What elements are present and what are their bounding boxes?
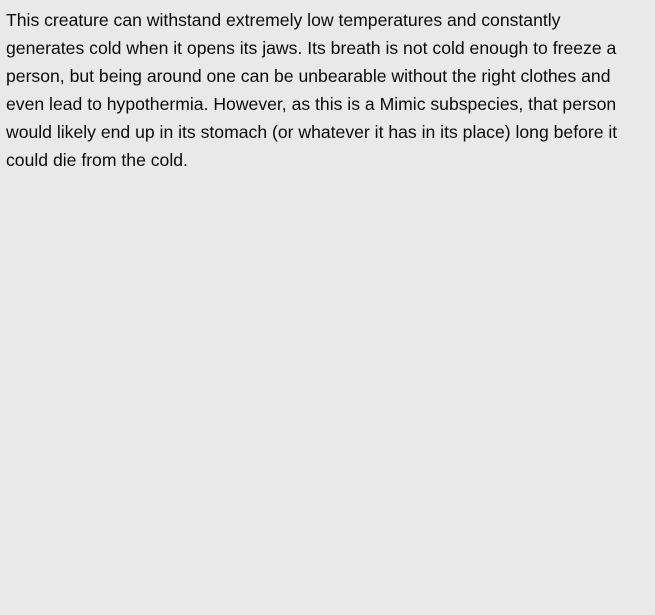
- creature-description-text: This creature can withstand extremely low temperatures and constantly generates cold when it opens its jaws. Its breath is not cold enough to freeze a person, but being around one can be unbearable without the right clothes and even lead to hypothermia. However, as this is a Mimic subspecies, that person would likely end up in its stomach (or whatever it has in its place) long before it could die from the cold.: [6, 10, 618, 170]
